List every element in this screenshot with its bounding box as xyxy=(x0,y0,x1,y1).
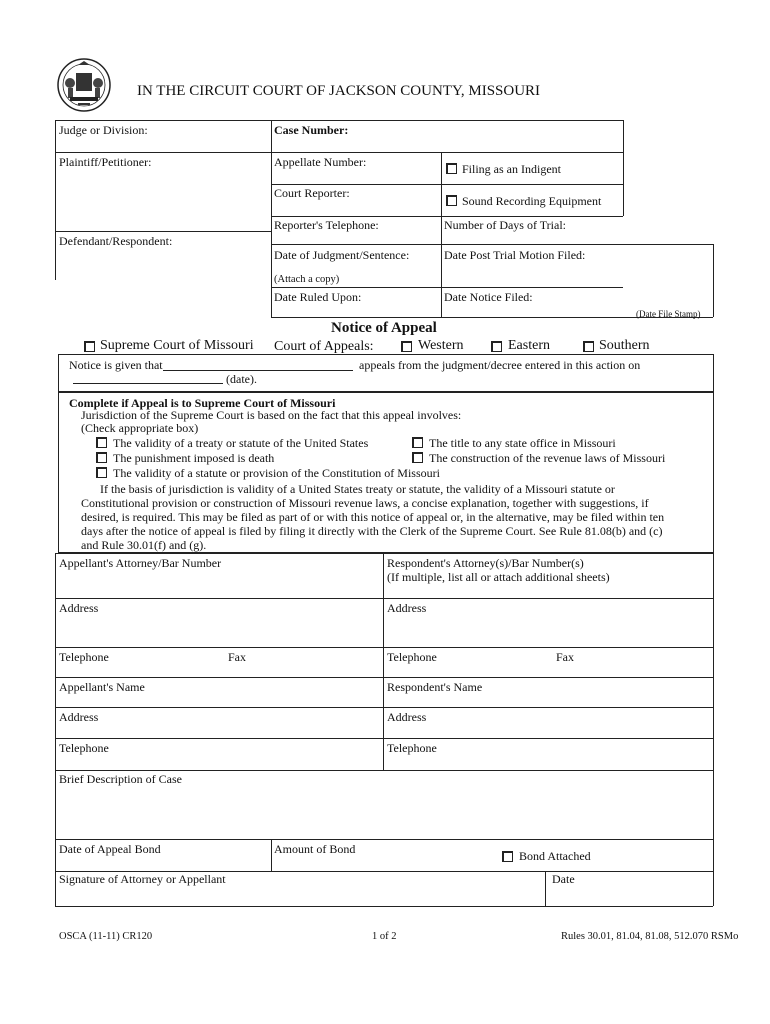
respondent-attorney-fax-label: Fax xyxy=(556,650,574,664)
page-number: 1 of 2 xyxy=(372,931,397,942)
southern-checkbox[interactable] xyxy=(583,341,594,352)
respondent-attorney-note: (If multiple, list all or attach additional sheets) xyxy=(387,570,610,584)
attach-copy-label: (Attach a copy) xyxy=(274,274,340,285)
days-of-trial-label: Number of Days of Trial: xyxy=(444,218,566,232)
date-file-stamp-label: (Date File Stamp) xyxy=(636,309,701,319)
southern-label: Southern xyxy=(599,338,650,353)
filing-indigent-checkbox[interactable] xyxy=(446,163,457,174)
date-post-trial-label: Date Post Trial Motion Filed: xyxy=(444,248,586,262)
western-label: Western xyxy=(418,338,464,353)
rules-citation: Rules 30.01, 81.04, 81.08, 512.070 RSMo xyxy=(561,931,739,942)
respondent-telephone-label: Telephone xyxy=(387,741,437,755)
plaintiff-label: Plaintiff/Petitioner: xyxy=(59,155,152,169)
filing-indigent-label: Filing as an Indigent xyxy=(462,162,561,176)
sound-recording-label: Sound Recording Equipment xyxy=(462,194,602,208)
appellant-address-label: Address xyxy=(59,710,99,724)
judgment-date-blank[interactable] xyxy=(73,383,223,384)
treaty-label: The validity of a treaty or statute of the United States xyxy=(113,436,369,450)
appellant-attorney-address-label: Address xyxy=(59,601,99,615)
constitution-checkbox[interactable] xyxy=(96,467,107,478)
supreme-court-checkbox[interactable] xyxy=(84,341,95,352)
notice-title: Notice of Appeal xyxy=(331,320,437,336)
defendant-label: Defendant/Respondent: xyxy=(59,234,173,248)
supreme-line2: (Check appropriate box) xyxy=(81,421,199,435)
supreme-para5: and Rule 30.01(f) and (g). xyxy=(81,538,207,552)
appellant-attorney-label: Appellant's Attorney/Bar Number xyxy=(59,556,222,570)
eastern-label: Eastern xyxy=(508,338,550,353)
respondent-address-label: Address xyxy=(387,710,427,724)
respondent-attorney-address-label: Address xyxy=(387,601,427,615)
state-office-checkbox[interactable] xyxy=(412,437,423,448)
signature-label: Signature of Attorney or Appellant xyxy=(59,872,226,886)
sound-recording-checkbox[interactable] xyxy=(446,195,457,206)
appellant-telephone-label: Telephone xyxy=(59,741,109,755)
respondent-attorney-label: Respondent's Attorney(s)/Bar Number(s) xyxy=(387,556,584,570)
respondent-name-label: Respondent's Name xyxy=(387,680,483,694)
signature-date-label: Date xyxy=(552,872,575,886)
brief-description-label: Brief Description of Case xyxy=(59,772,182,786)
date-notice-label: Date Notice Filed: xyxy=(444,290,533,304)
western-checkbox[interactable] xyxy=(401,341,412,352)
date-ruled-label: Date Ruled Upon: xyxy=(274,290,362,304)
notice-given-suffix: appeals from the judgment/decree entered in this action on xyxy=(359,358,641,372)
appellant-name-blank[interactable] xyxy=(163,370,353,371)
amount-bond-label: Amount of Bond xyxy=(274,842,356,856)
supreme-para4: days after the notice of appeal is filed by filing it directly with the Clerk of the Supreme Court. See Rule 81.08(b) and (c) xyxy=(81,524,663,538)
revenue-laws-label: The construction of the revenue laws of Missouri xyxy=(429,451,666,465)
reporter-telephone-label: Reporter's Telephone: xyxy=(274,218,379,232)
supreme-heading: Complete if Appeal is to Supreme Court of Missouri xyxy=(69,396,336,410)
notice-given-prefix: Notice is given that xyxy=(69,358,163,372)
constitution-label: The validity of a statute or provision of the Constitution of Missouri xyxy=(113,466,440,480)
bond-attached-checkbox[interactable] xyxy=(502,851,513,862)
treaty-checkbox[interactable] xyxy=(96,437,107,448)
court-of-appeals-label: Court of Appeals: xyxy=(274,339,374,354)
date-judgment-label: Date of Judgment/Sentence: xyxy=(274,248,410,262)
appellant-attorney-telephone-label: Telephone xyxy=(59,650,109,664)
date-suffix: (date). xyxy=(226,372,257,386)
death-penalty-label: The punishment imposed is death xyxy=(113,451,275,465)
judge-label: Judge or Division: xyxy=(59,123,148,137)
appellate-number-label: Appellate Number: xyxy=(274,155,367,169)
court-title: IN THE CIRCUIT COURT OF JACKSON COUNTY, MISSOURI xyxy=(137,83,541,99)
revenue-laws-checkbox[interactable] xyxy=(412,452,423,463)
supreme-line1: Jurisdiction of the Supreme Court is based on the fact that this appeal involves: xyxy=(81,408,462,422)
appellant-name-label: Appellant's Name xyxy=(59,680,145,694)
court-reporter-label: Court Reporter: xyxy=(274,186,350,200)
appellant-attorney-fax-label: Fax xyxy=(228,650,246,664)
form-id: OSCA (11-11) CR120 xyxy=(59,931,153,942)
supreme-para1: If the basis of jurisdiction is validity of a United States treaty or statute, the validity of a Missouri statute or xyxy=(100,482,615,496)
missouri-state-seal-icon xyxy=(56,57,112,113)
death-penalty-checkbox[interactable] xyxy=(96,452,107,463)
respondent-attorney-telephone-label: Telephone xyxy=(387,650,437,664)
state-office-label: The title to any state office in Missouri xyxy=(429,436,616,450)
supreme-para3: desired, is required. This may be filed as part of or with this notice of appeal or, in the alternative, may be filed within ten xyxy=(81,510,665,524)
supreme-para2: Constitutional provision or construction of Missouri revenue laws, a concise explanation, together with suggestions, if xyxy=(81,496,649,510)
date-bond-label: Date of Appeal Bond xyxy=(59,842,161,856)
case-number-label: Case Number: xyxy=(274,123,349,137)
bond-attached-label: Bond Attached xyxy=(519,849,591,863)
eastern-checkbox[interactable] xyxy=(491,341,502,352)
supreme-court-label: Supreme Court of Missouri xyxy=(100,338,254,353)
